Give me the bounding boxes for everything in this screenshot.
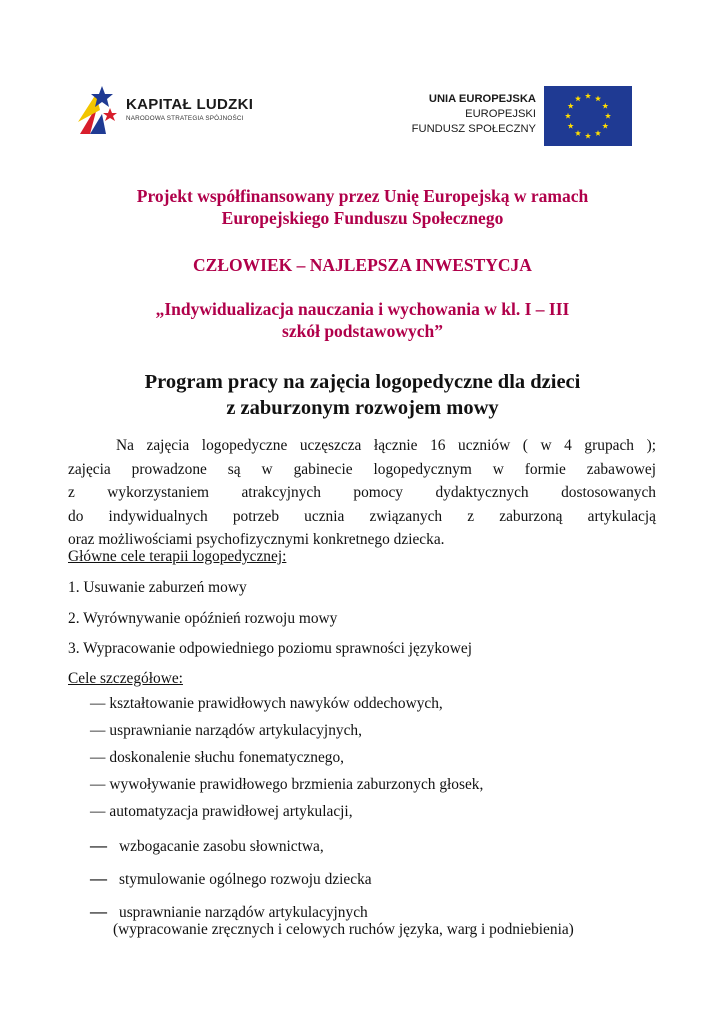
eu-star-icon [575, 130, 581, 136]
eu-star-icon [602, 123, 608, 129]
dash-bullet: — [90, 776, 106, 793]
eu-star-icon [565, 113, 571, 119]
program-title-line-2: z zaburzonym rozwojem mowy [226, 397, 499, 419]
detailed-goal-7 [90, 869, 372, 889]
detailed-goal-text: usprawnianie narządów artykulacyjnych, [109, 722, 362, 739]
funding-line-2: Europejskiego Funduszu Społecznego [221, 208, 504, 228]
detailed-goal-8-note: (wypracowanie zręcznych i celowych ruchów języka, warg i podniebienia) [113, 921, 574, 938]
project-line-1: „Indywidualizacja nauczania i wychowania w kl. I – III [155, 299, 570, 319]
eu-star-icon [585, 133, 591, 139]
eu-line-2: EUROPEJSKI [465, 108, 536, 120]
main-goal-2: 2. Wyrównywanie opóźnień rozwoju mowy [68, 610, 338, 627]
dash-bullet: — [90, 902, 107, 921]
detailed-goal-1 [90, 695, 443, 713]
main-goals-heading: Główne cele terapii logopedycznej: [68, 548, 287, 565]
funding-line-1: Projekt współfinansowany przez Unię Europejską w ramach [136, 186, 589, 206]
intro-line-3: z wykorzystaniem atrakcyjnych pomocy dydaktycznych dostosowanych [68, 484, 656, 502]
eu-logo-text [412, 92, 536, 137]
project-title [0, 298, 725, 342]
detailed-goal-4 [90, 776, 483, 794]
eu-star-icon [605, 113, 611, 119]
detailed-goal-8 [90, 902, 368, 922]
detailed-goal-text: doskonalenie słuchu fonematycznego, [109, 749, 345, 766]
detailed-goal-3 [90, 749, 344, 767]
intro-line-1: Na zajęcia logopedyczne uczęszcza łącznie 16 uczniów ( w 4 grupach ); [116, 437, 656, 454]
eu-star-icon [595, 95, 601, 101]
detailed-goal-text: automatyzacja prawidłowej artykulacji, [109, 803, 353, 820]
detailed-goal-6 [90, 836, 324, 856]
detailed-goal-text: kształtowanie prawidłowych nawyków oddechowych, [109, 695, 443, 712]
eu-line-3: FUNDUSZ SPOŁECZNY [411, 123, 536, 135]
main-goal-3: 3. Wypracowanie odpowiedniego poziomu sprawności językowej [68, 640, 472, 657]
kapital-ludzki-name: KAPITAŁ LUDZKI [126, 96, 254, 113]
detailed-goal-text: stymulowanie ogólnego rozwoju dziecka [119, 871, 372, 888]
program-title-line-1: Program pracy na zajęcia logopedyczne dla dzieci [144, 371, 581, 393]
eu-star-icon [595, 130, 601, 136]
eu-logo [404, 86, 632, 148]
eu-star-icon [575, 95, 581, 101]
dash-bullet: — [90, 695, 106, 712]
intro-paragraph [68, 434, 656, 552]
dash-bullet: — [90, 803, 106, 820]
detailed-goal-text: usprawnianie narządów artykulacyjnych [119, 904, 368, 921]
detailed-goals-heading: Cele szczegółowe: [68, 670, 183, 687]
detailed-goal-5 [90, 803, 353, 821]
intro-line-4: do indywidualnych potrzeb ucznia związanych z zaburzoną artykulacją [68, 507, 656, 525]
main-goal-1: 1. Usuwanie zaburzeń mowy [68, 579, 247, 596]
eu-flag-icon [544, 86, 632, 146]
detailed-goal-text: wywoływanie prawidłowego brzmienia zaburzonych głosek, [109, 776, 484, 793]
dash-bullet: — [90, 722, 106, 739]
project-line-2: szkół podstawowych” [282, 321, 443, 341]
eu-star-icon [568, 123, 574, 129]
slogan: CZŁOWIEK – NAJLEPSZA INWESTYCJA [193, 255, 532, 275]
kapital-ludzki-subtitle: NARODOWA STRATEGIA SPÓJNOŚCI [126, 115, 244, 122]
eu-star-icon [585, 93, 591, 99]
detailed-goal-text: wzbogacanie zasobu słownictwa, [119, 838, 324, 855]
intro-line-5: oraz możliwościami psychofizycznymi konkretnego dziecka. [68, 531, 445, 549]
detailed-goal-2 [90, 722, 362, 740]
eu-star-icon [602, 103, 608, 109]
dash-bullet: — [90, 836, 107, 855]
intro-line-2: zajęcia prowadzone są w gabinecie logopedycznym w formie zabawowej [68, 460, 656, 478]
eu-star-icon [568, 103, 574, 109]
kapital-ludzki-emblem-icon [76, 84, 122, 136]
kapital-ludzki-logo [76, 84, 266, 140]
eu-line-1: UNIA EUROPEJSKA [428, 93, 536, 105]
dash-bullet: — [90, 869, 107, 888]
funding-statement [0, 185, 725, 229]
dash-bullet: — [90, 749, 106, 766]
program-title [0, 369, 725, 421]
